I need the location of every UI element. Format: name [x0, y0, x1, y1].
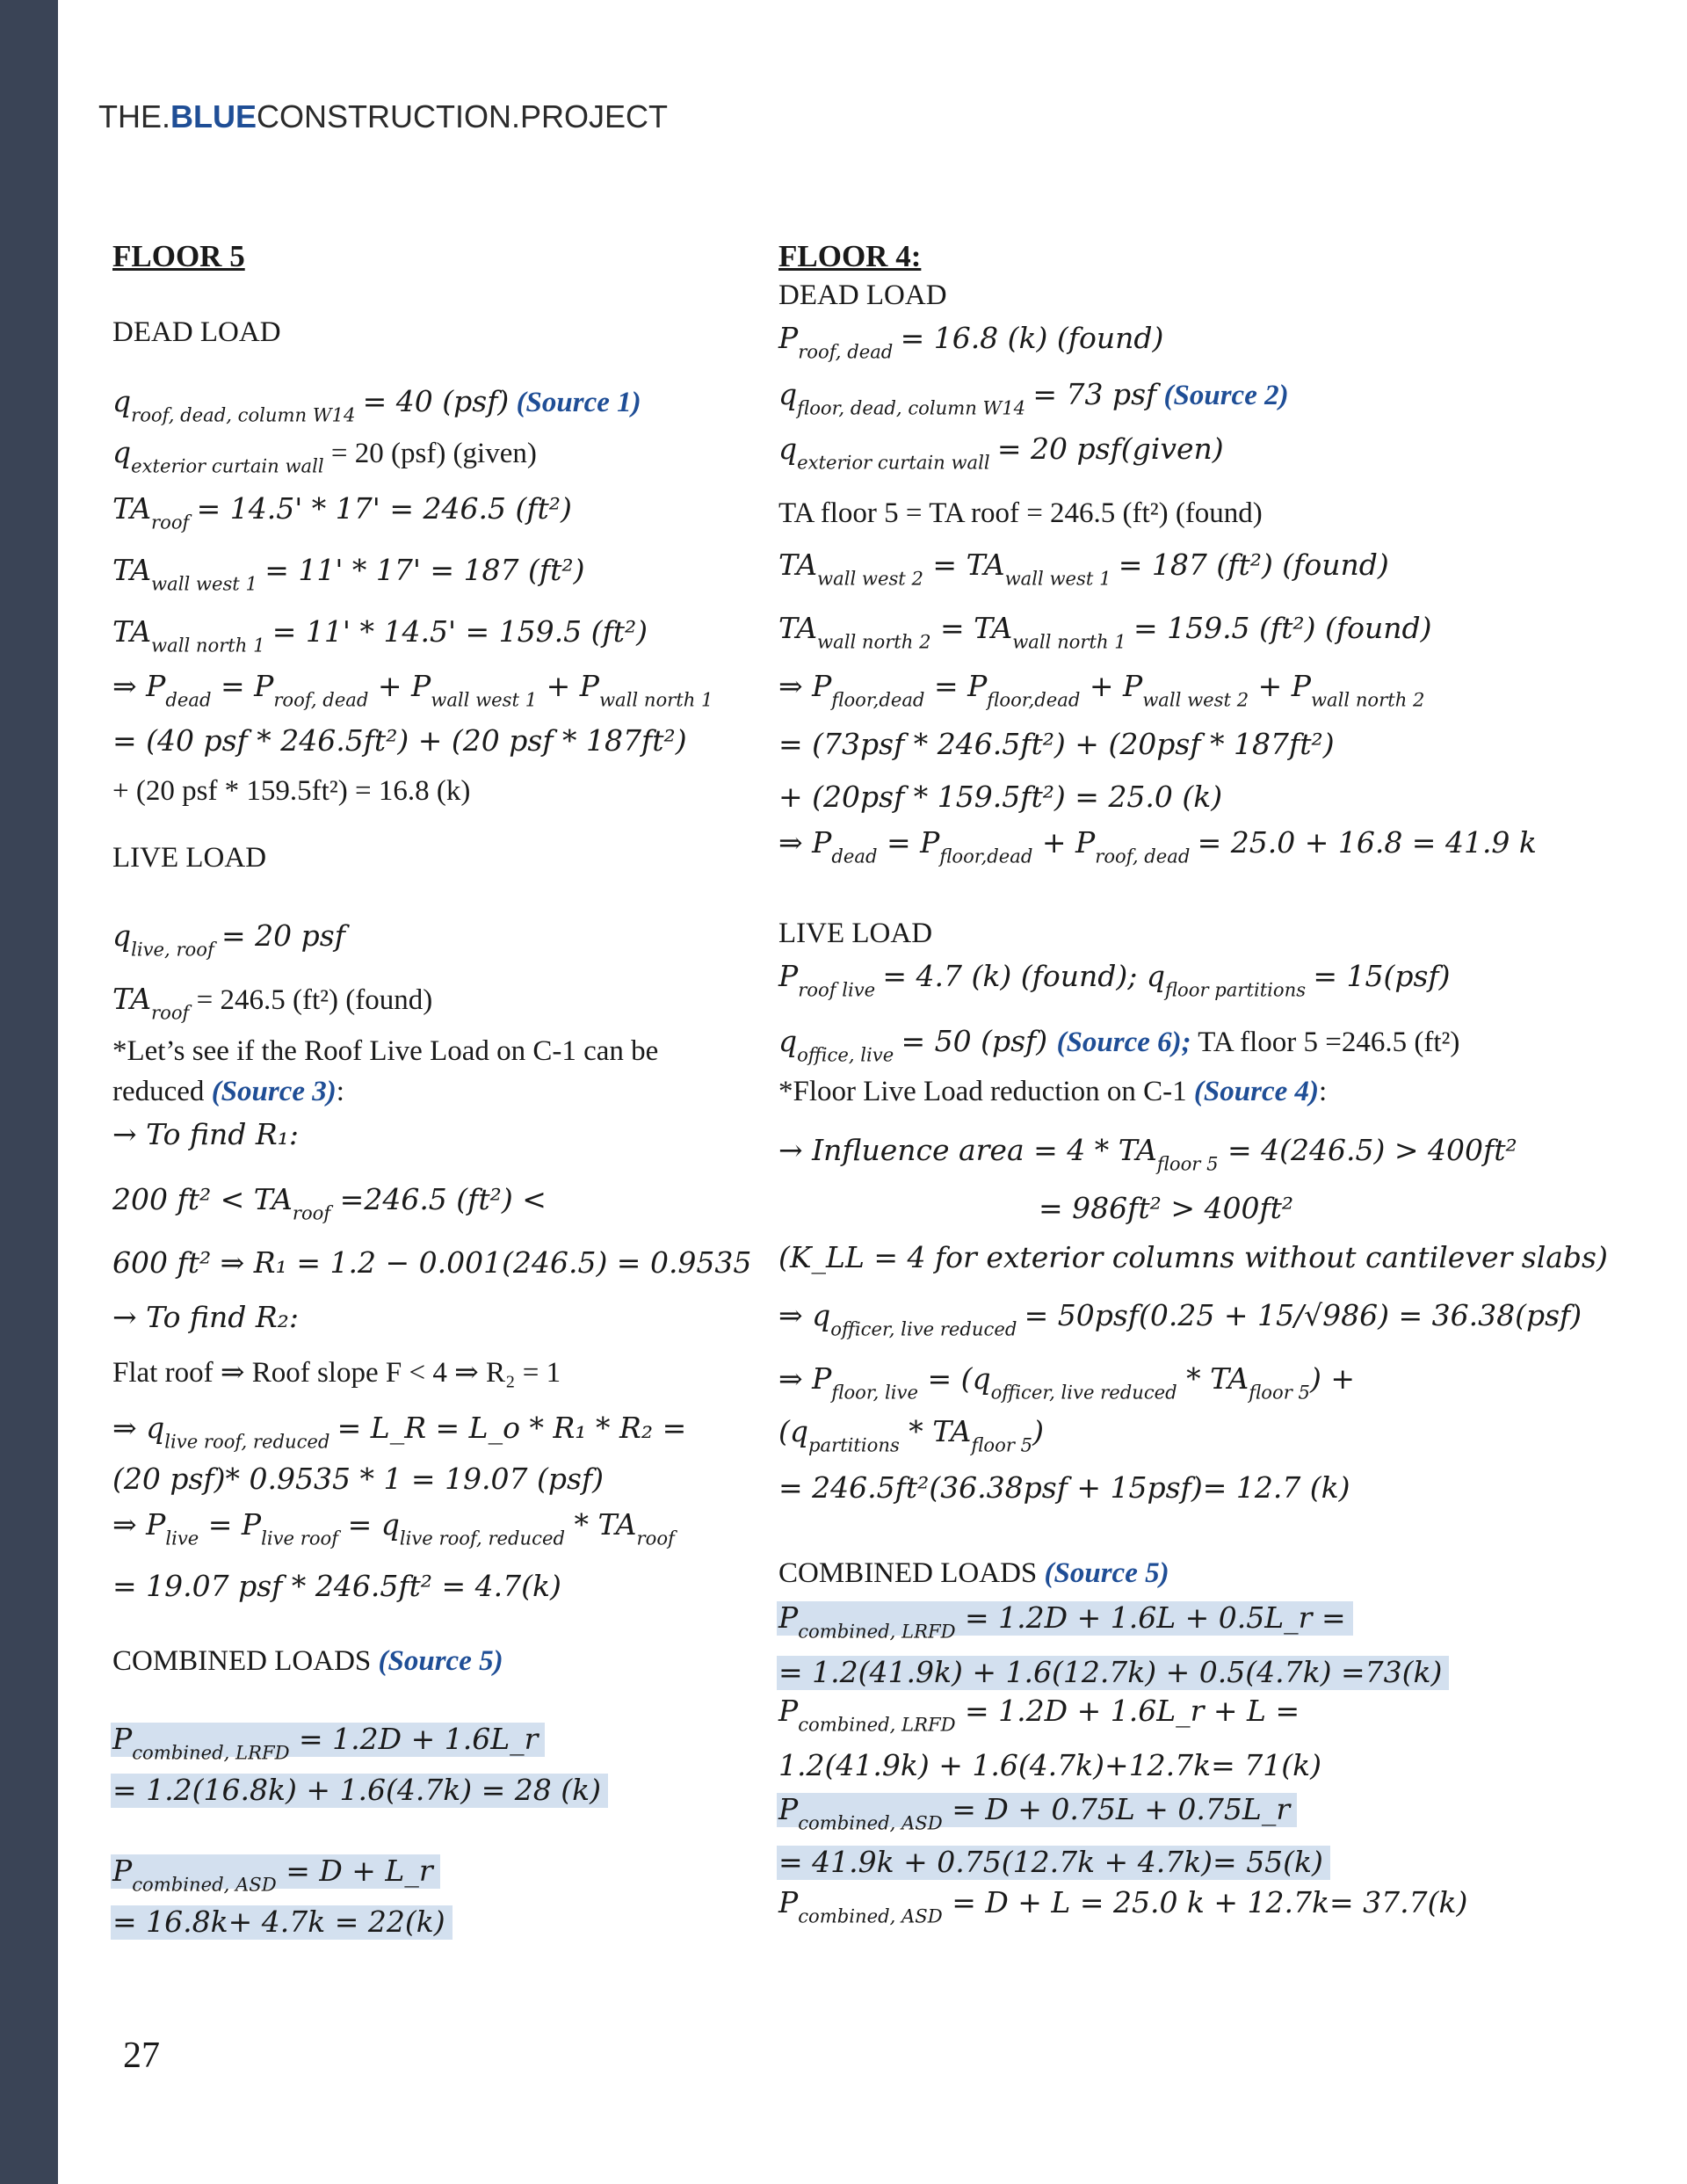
- influence-area-value: = 986ft² > 400ft²: [1039, 1191, 1294, 1225]
- p-live-eq: ⇒ $P_{live} = P_{live roof} = q_{live roof, reduced} * TA_{roof}$: [112, 1507, 675, 1549]
- p-floor-dead-calc-2: + (20psf * 159.5ft²) = 25.0 (k): [778, 780, 1223, 814]
- live-reduced-calc: (20 psf)* 0.9535 * 1 = 19.07 (psf): [112, 1462, 605, 1496]
- ta-wall-north-2: $TA_{wall north 2} = TA_{wall north 1} = 159.5$ (ft²) (found): [778, 611, 1432, 653]
- q-office-reduced: ⇒ $q_{officer, live reduced} = 50psf(0.25 + 15/√986) = 36.38(psf)$: [778, 1298, 1582, 1340]
- live-reduced-eq: ⇒ $q_{live roof, reduced}$ = L_R = L_o * R₁ * R₂ =: [112, 1411, 687, 1453]
- lrfd-eq-1: $P_{combined, LRFD} = 1.2D + 1.6L$ + 0.5L_r =: [777, 1601, 1353, 1636]
- ta-wall-north-1: $TA_{wall north 1} = 11' * 14.5' = 159.5$ (ft²): [112, 614, 648, 657]
- p-live-calc: = 19.07 psf * 246.5ft² = 4.7(k): [112, 1569, 561, 1603]
- ta-wall-west-2: $TA_{wall west 2} = TA_{wall west 1} = 187$ (ft²) (found): [778, 548, 1389, 590]
- asd-eq: $P_{combined, ASD} = D$ + L_r: [111, 1854, 440, 1889]
- p-dead-calc-2: + (20 psf * 159.5ft²) = 16.8 (k): [112, 775, 471, 807]
- brand-header: THE.BLUECONSTRUCTION.PROJECT: [98, 98, 669, 134]
- q-curtain-wall: $q_{exterior curtain wall} = 20$ (psf) (given): [112, 435, 537, 477]
- page-number: 27: [123, 2035, 160, 2076]
- ta-roof-live: $TA_{roof} = 246.5$ (ft²) (found): [112, 982, 433, 1024]
- dead-load-title: DEAD LOAD: [778, 279, 947, 311]
- lrfd-calc-2: 1.2(41.9k) + 1.6(4.7k)+12.7k= 71(k): [778, 1748, 1322, 1782]
- q-live-roof: $q_{live, roof} = 20$ psf: [112, 918, 345, 961]
- live-load-title: LIVE LOAD: [778, 918, 933, 949]
- p-roof-dead: $P_{roof, dead} = 16.8$ (k) (found): [778, 321, 1164, 363]
- combined-loads-title: COMBINED LOADS (Source 5): [778, 1557, 1169, 1589]
- combined-loads-title: COMBINED LOADS (Source 5): [112, 1645, 503, 1677]
- q-roof-dead: $q_{roof, dead, column W14} = 40$ (psf) (Source 1): [112, 384, 641, 426]
- kll-note: (K_LL = 4 for exterior columns without cantilever slabs): [778, 1240, 1608, 1274]
- influence-area: → Influence area = $4 * TA_{floor 5} = 4(246.5) > 400ft^2$: [778, 1133, 1517, 1175]
- ta-wall-west-1: $TA_{wall west 1} = 11' * 17' = 187$ (ft²): [112, 553, 585, 595]
- lrfd-calc-1: = 1.2(41.9k) + 1.6(12.7k) + 0.5(4.7k) =73(k): [777, 1656, 1449, 1690]
- p-dead-calc-1: = (40 psf * 246.5ft²) + (20 psf * 187ft²): [112, 723, 687, 758]
- floor-5-title: FLOOR 5: [112, 239, 245, 273]
- r1-calc: 600 ft² ⇒ R₁ = 1.2 − 0.001(246.5) = 0.9535: [112, 1245, 752, 1280]
- lrfd-eq: $P_{combined, LRFD} = 1.2D$ + 1.6L_r: [111, 1723, 545, 1757]
- q-floor-dead: $q_{floor, dead, column W14} = 73$ psf (Source 2): [778, 377, 1289, 419]
- p-floor-live-calc: = 246.5ft²(36.38psf + 15psf)= 12.7 (k): [778, 1470, 1350, 1505]
- floor-reduction-note: *Floor Live Load reduction on C-1 (Source 4):: [778, 1076, 1328, 1107]
- r2-calc: Flat roof ⇒ Roof slope F < 4 ⇒ R₂ = 1: [112, 1357, 561, 1389]
- p-dead-total: ⇒ $P_{dead} = P_{floor,dead} + P_{roof, dead} = 25.0 + 16.8 = 41.9$ k: [778, 825, 1537, 867]
- q-curtain-wall: $q_{exterior curtain wall} = 20$ psf(given): [778, 432, 1224, 474]
- reduction-note-2: reduced (Source 3):: [112, 1076, 344, 1107]
- find-r2: → To find R₂:: [112, 1300, 300, 1334]
- ta-roof: $TA_{roof} = 14.5' * 17' = 246.5$ (ft²): [112, 491, 572, 533]
- ta-floor-5: TA floor 5 = TA roof = 246.5 (ft²) (found): [778, 497, 1263, 529]
- sidebar-band: [0, 0, 58, 2184]
- lrfd-eq-2: $P_{combined, LRFD} = 1.2D$ + 1.6L_r + L =: [778, 1694, 1300, 1736]
- p-dead-eq: ⇒ $P_{dead} = P_{roof, dead} + P_{wall west 1} + P_{wall north 1}$: [112, 669, 713, 711]
- dead-load-title: DEAD LOAD: [112, 316, 281, 348]
- asd-eq-1: $P_{combined, ASD} = D + 0.75L$ + 0.75L_r: [777, 1793, 1297, 1827]
- asd-calc: = 16.8k+ 4.7k = 22(k): [111, 1905, 453, 1940]
- asd-calc-1: = 41.9k + 0.75(12.7k + 4.7k)= 55(k): [777, 1846, 1330, 1880]
- q-office-live: $q_{office, live} = 50$ (psf) (Source 6); TA floor 5 =246.5 (ft²): [778, 1024, 1460, 1066]
- find-r1: → To find R₁:: [112, 1117, 300, 1151]
- p-floor-dead-calc-1: = (73psf * 246.5ft²) + (20psf * 187ft²): [778, 727, 1335, 761]
- lrfd-calc: = 1.2(16.8k) + 1.6(4.7k) = 28 (k): [111, 1774, 608, 1808]
- asd-eq-2: $P_{combined, ASD} = D + L = 25.0$ k + 12.7k= 37.7(k): [778, 1885, 1468, 1927]
- p-floor-live-eq-2: $(q_{partitions} * TA_{floor 5})$: [778, 1414, 1044, 1456]
- floor-4-title: FLOOR 4:: [778, 239, 922, 273]
- p-floor-dead-eq: ⇒ $P_{floor,dead} = P_{floor,dead} + P_{wall west 2} + P_{wall north 2}$: [778, 669, 1425, 711]
- p-floor-live-eq: ⇒ $P_{floor, live} = (q_{officer, live reduced} * TA_{floor 5})$ +: [778, 1361, 1355, 1404]
- live-load-title: LIVE LOAD: [112, 842, 267, 874]
- r1-range: 200 $ft^2 < TA_{roof} =246.5$ (ft²) <: [112, 1182, 547, 1224]
- p-roof-live: $P_{roof live} = 4.7$ (k) (found); $q_{floor partitions} = 15(psf)$: [778, 959, 1451, 1001]
- reduction-note-1: *Let’s see if the Roof Live Load on C-1 can be: [112, 1035, 659, 1067]
